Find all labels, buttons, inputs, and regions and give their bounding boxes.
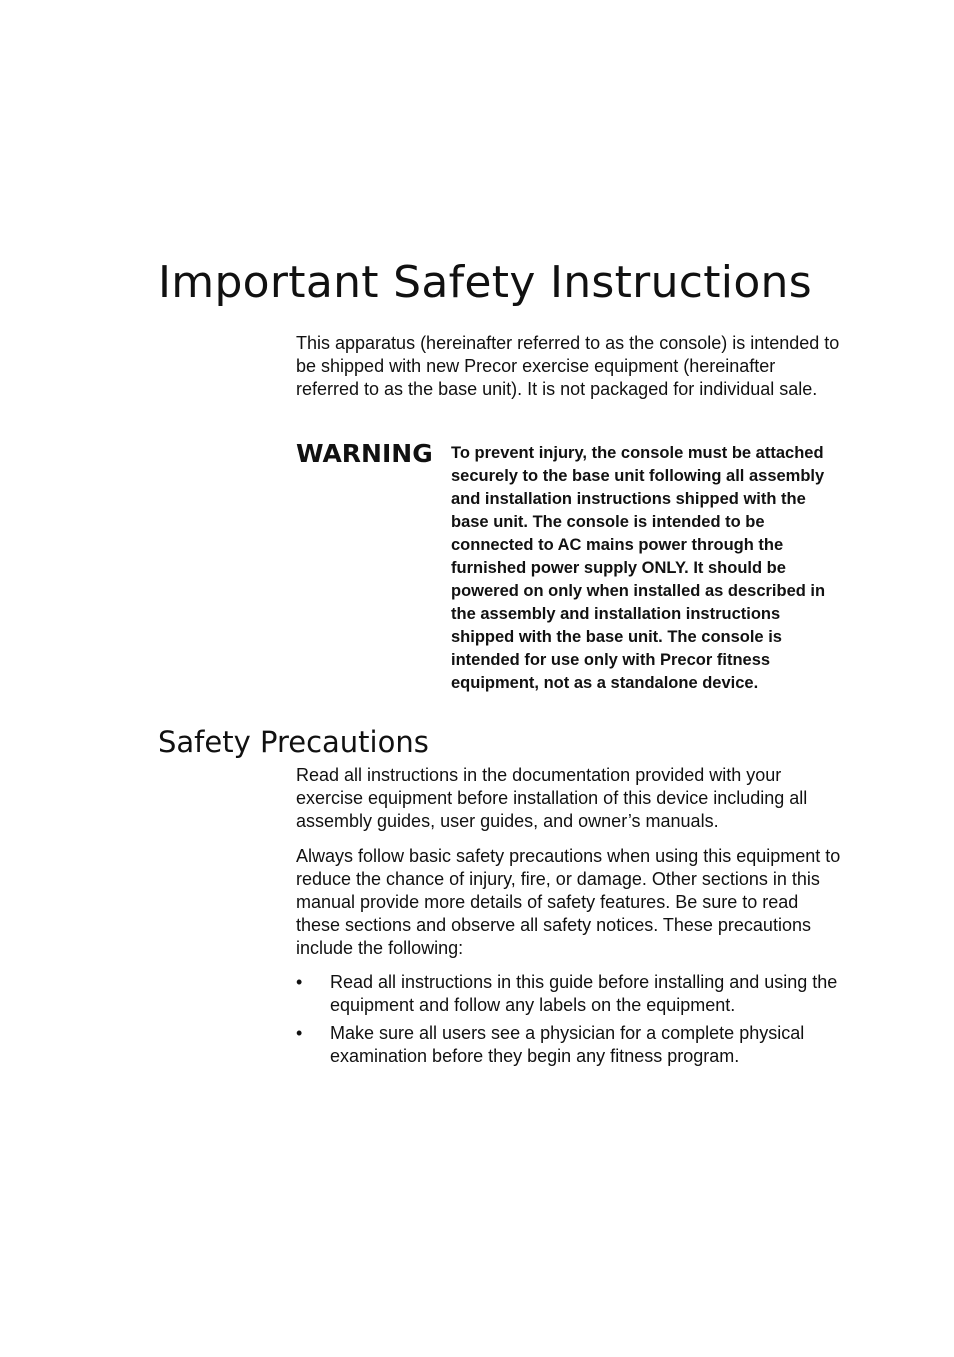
list-item-text: Make sure all users see a physician for a complete physical examination before they begin any fitness program. (330, 1023, 805, 1066)
list-item (296, 1022, 841, 1068)
bullet-icon: • (296, 972, 303, 992)
warning-label: WARNING (296, 439, 433, 468)
bullet-icon: • (296, 1023, 303, 1043)
list-item-text: Read all instructions in this guide before installing and using the equipment and follow any labels on the equipment. (330, 972, 838, 1015)
safety-paragraph: Read all instructions in the documentation provided with your exercise equipment before installation of this device including all assembly guides, user guides, and owner’s manuals. (296, 765, 808, 831)
safety-paragraph: Always follow basic safety precautions when using this equipment to reduce the chance of injury, fire, or damage. Other sections in this manual provide more details of safety features. Be sure to read these sections and observe all safety notices. These precautions include the following: (296, 846, 841, 958)
warning-text: To prevent injury, the console must be attached securely to the base unit following all assembly and installation instructions shipped with the base unit. The console is intended to be connected to AC mains power through the furnished power supply ONLY. It should be powered on only when installed as described in the assembly and installation instructions shipped with the base unit. The console is intended for use only with Precor fitness equipment, not as a standalone device. (451, 444, 826, 692)
section-heading-safety-precautions: Safety Precautions (158, 725, 429, 759)
intro-paragraph: This apparatus (hereinafter referred to as the console) is intended to be shipped with new Precor exercise equipment (hereinafter referred to as the base unit). It is not packaged for individual sale. (296, 333, 840, 399)
precautions-list (296, 971, 841, 1073)
page-title: Important Safety Instructions (158, 257, 812, 308)
list-item (296, 971, 841, 1017)
